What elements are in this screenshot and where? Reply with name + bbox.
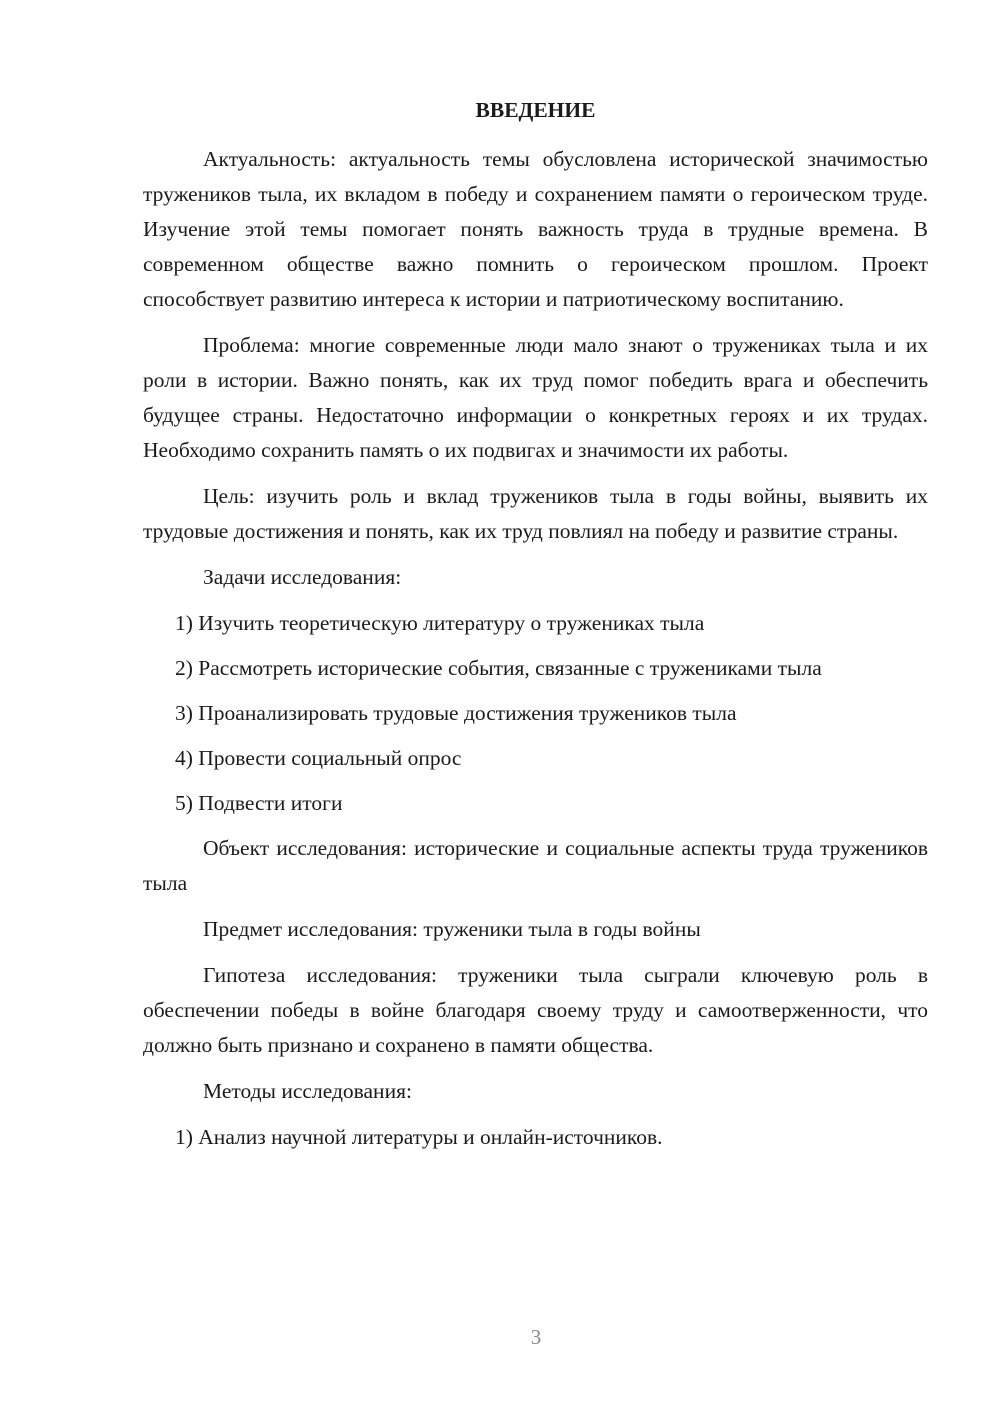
task-item: 2) Рассмотреть исторические события, связанные с тружениками тыла	[175, 656, 822, 680]
task-item: 1) Изучить теоретическую литературу о тружениках тыла	[175, 611, 705, 635]
task-item: 5) Подвести итоги	[175, 791, 343, 815]
subject-paragraph: Предмет исследования: труженики тыла в годы войны	[203, 917, 701, 941]
task-item: 4) Провести социальный опрос	[175, 746, 462, 770]
object-paragraph: Объект исследования: исторические и социальные аспекты труда тружеников тыла	[143, 836, 928, 895]
problem-paragraph: Проблема: многие современные люди мало знают о тружениках тыла и их роли в истории. Важно понять, как их труд помог победить врага и обеспечить будущее страны. Недостаточно информации о конкретных героях и их трудах. Необходимо сохранить память о их подвигах и значимости их работы.	[143, 333, 928, 462]
hypothesis-paragraph: Гипотеза исследования: труженики тыла сыграли ключевую роль в обеспечении победы в войне благодаря своему труду и самоотверженности, что должно быть признано и сохранено в памяти общества.	[143, 963, 928, 1057]
method-item: 1) Анализ научной литературы и онлайн-источников.	[175, 1125, 663, 1149]
task-item: 3) Проанализировать трудовые достижения тружеников тыла	[175, 701, 737, 725]
methods-heading: Методы исследования:	[203, 1079, 412, 1103]
document-page	[143, 95, 928, 1165]
goal-paragraph: Цель: изучить роль и вклад тружеников тыла в годы войны, выявить их трудовые достижения и понять, как их труд повлиял на победу и развитие страны.	[143, 484, 928, 543]
tasks-heading: Задачи исследования:	[203, 565, 402, 589]
page-number: 3	[530, 1325, 542, 1349]
section-title: ВВЕДЕНИЕ	[475, 98, 596, 122]
relevance-paragraph: Актуальность: актуальность темы обусловлена исторической значимостью тружеников тыла, их вкладом в победу и сохранением памяти о героическом труде. Изучение этой темы помогает понять важность труда в трудные времена. В современном обществе важно помнить о героическом прошлом. Проект способствует развитию интереса к истории и патриотическому воспитанию.	[143, 147, 928, 311]
